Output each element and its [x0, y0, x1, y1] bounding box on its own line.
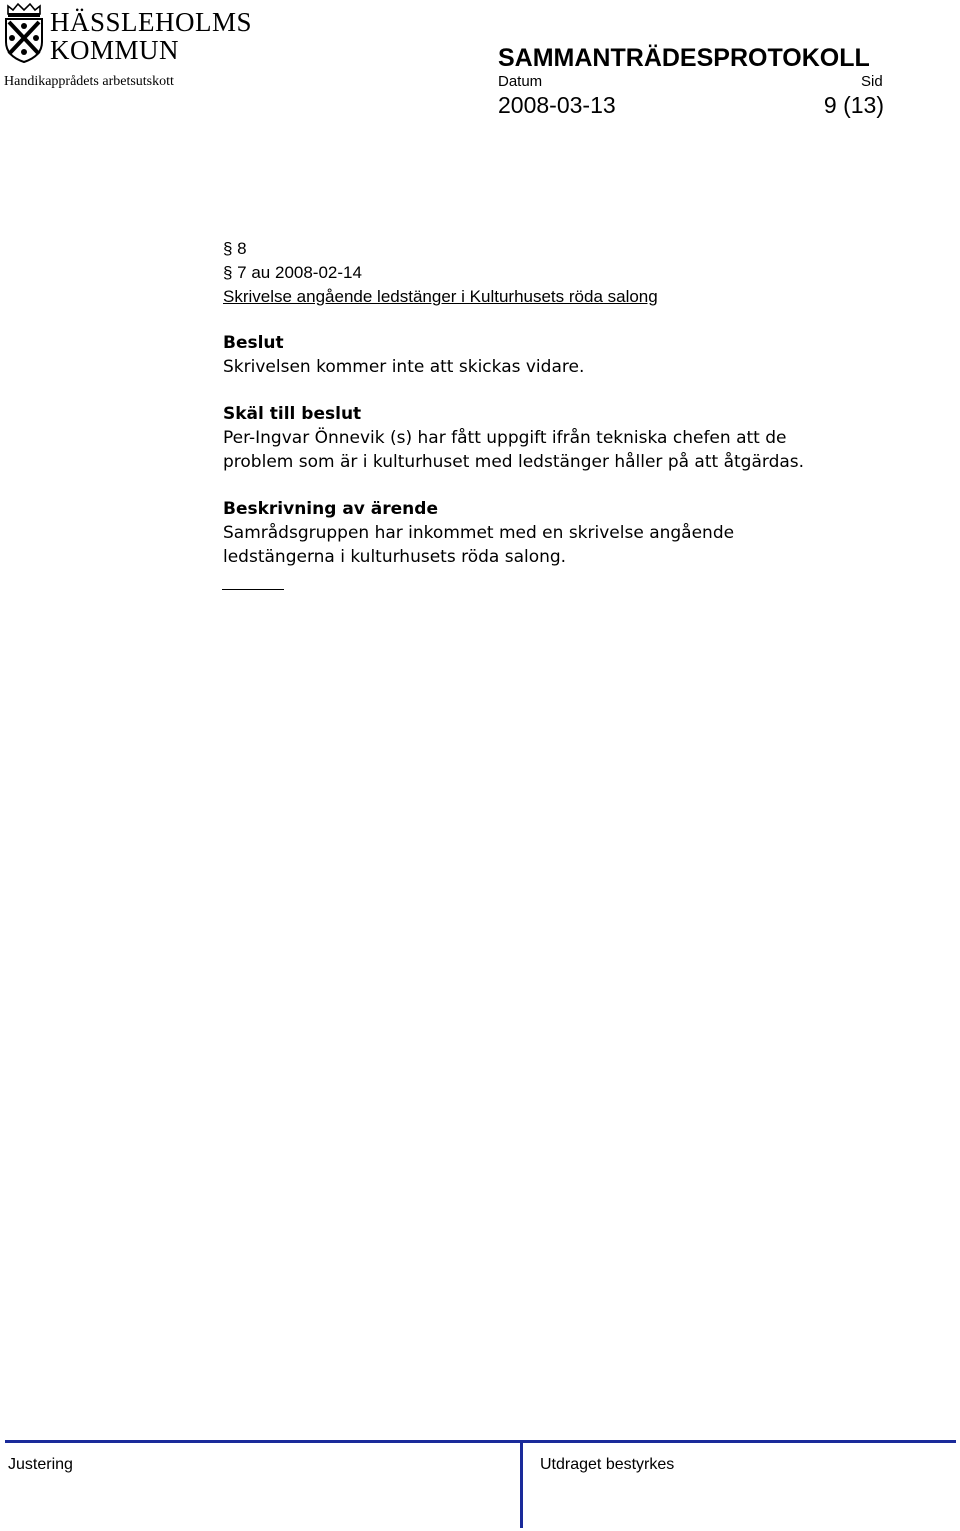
- end-of-item-rule: [222, 589, 284, 590]
- section-beskrivning: [223, 497, 923, 569]
- date-label: Datum: [498, 73, 543, 90]
- footer-divider: [520, 1440, 523, 1528]
- section-beslut: [223, 331, 923, 379]
- footer-rule: [5, 1440, 956, 1443]
- org-name-line1: HÄSSLEHOLMS: [50, 7, 253, 37]
- section-skal-till-beslut: [223, 402, 923, 474]
- justering-label: Justering: [8, 1456, 73, 1473]
- page-number: 9 (13): [823, 92, 884, 118]
- section-heading: Beslut: [223, 333, 284, 353]
- organization-unit: Handikapprådets arbetsutskott: [4, 74, 174, 89]
- section-line: Samrådsgruppen har inkommet med en skrivelse angående: [223, 523, 735, 543]
- section-heading: Skäl till beslut: [223, 404, 362, 424]
- section-line: Skrivelsen kommer inte att skickas vidare.: [223, 357, 585, 377]
- item-subject: Skrivelse angående ledstänger i Kulturhusets röda salong: [223, 287, 658, 306]
- coat-of-arms-icon: [2, 2, 46, 64]
- reference-line: § 7 au 2008-02-14: [223, 263, 362, 282]
- organization-name: [50, 8, 252, 64]
- utdraget-bestyrkes-label: Utdraget bestyrkes: [540, 1456, 675, 1473]
- org-name-line2: KOMMUN: [50, 35, 180, 65]
- section-line: ledstängerna i kulturhusets röda salong.: [223, 547, 567, 567]
- section-number: § 8: [223, 239, 247, 258]
- section-line: Per-Ingvar Önnevik (s) har fått uppgift ifrån tekniska chefen att de: [223, 428, 787, 448]
- document-title: SAMMANTRÄDESPROTOKOLL: [498, 44, 870, 72]
- item-header: [223, 237, 923, 309]
- meeting-date: 2008-03-13: [498, 92, 616, 118]
- section-line: problem som är i kulturhuset med ledstänger håller på att åtgärdas.: [223, 452, 805, 472]
- page-label: Sid: [861, 73, 883, 90]
- section-heading: Beskrivning av ärende: [223, 499, 438, 519]
